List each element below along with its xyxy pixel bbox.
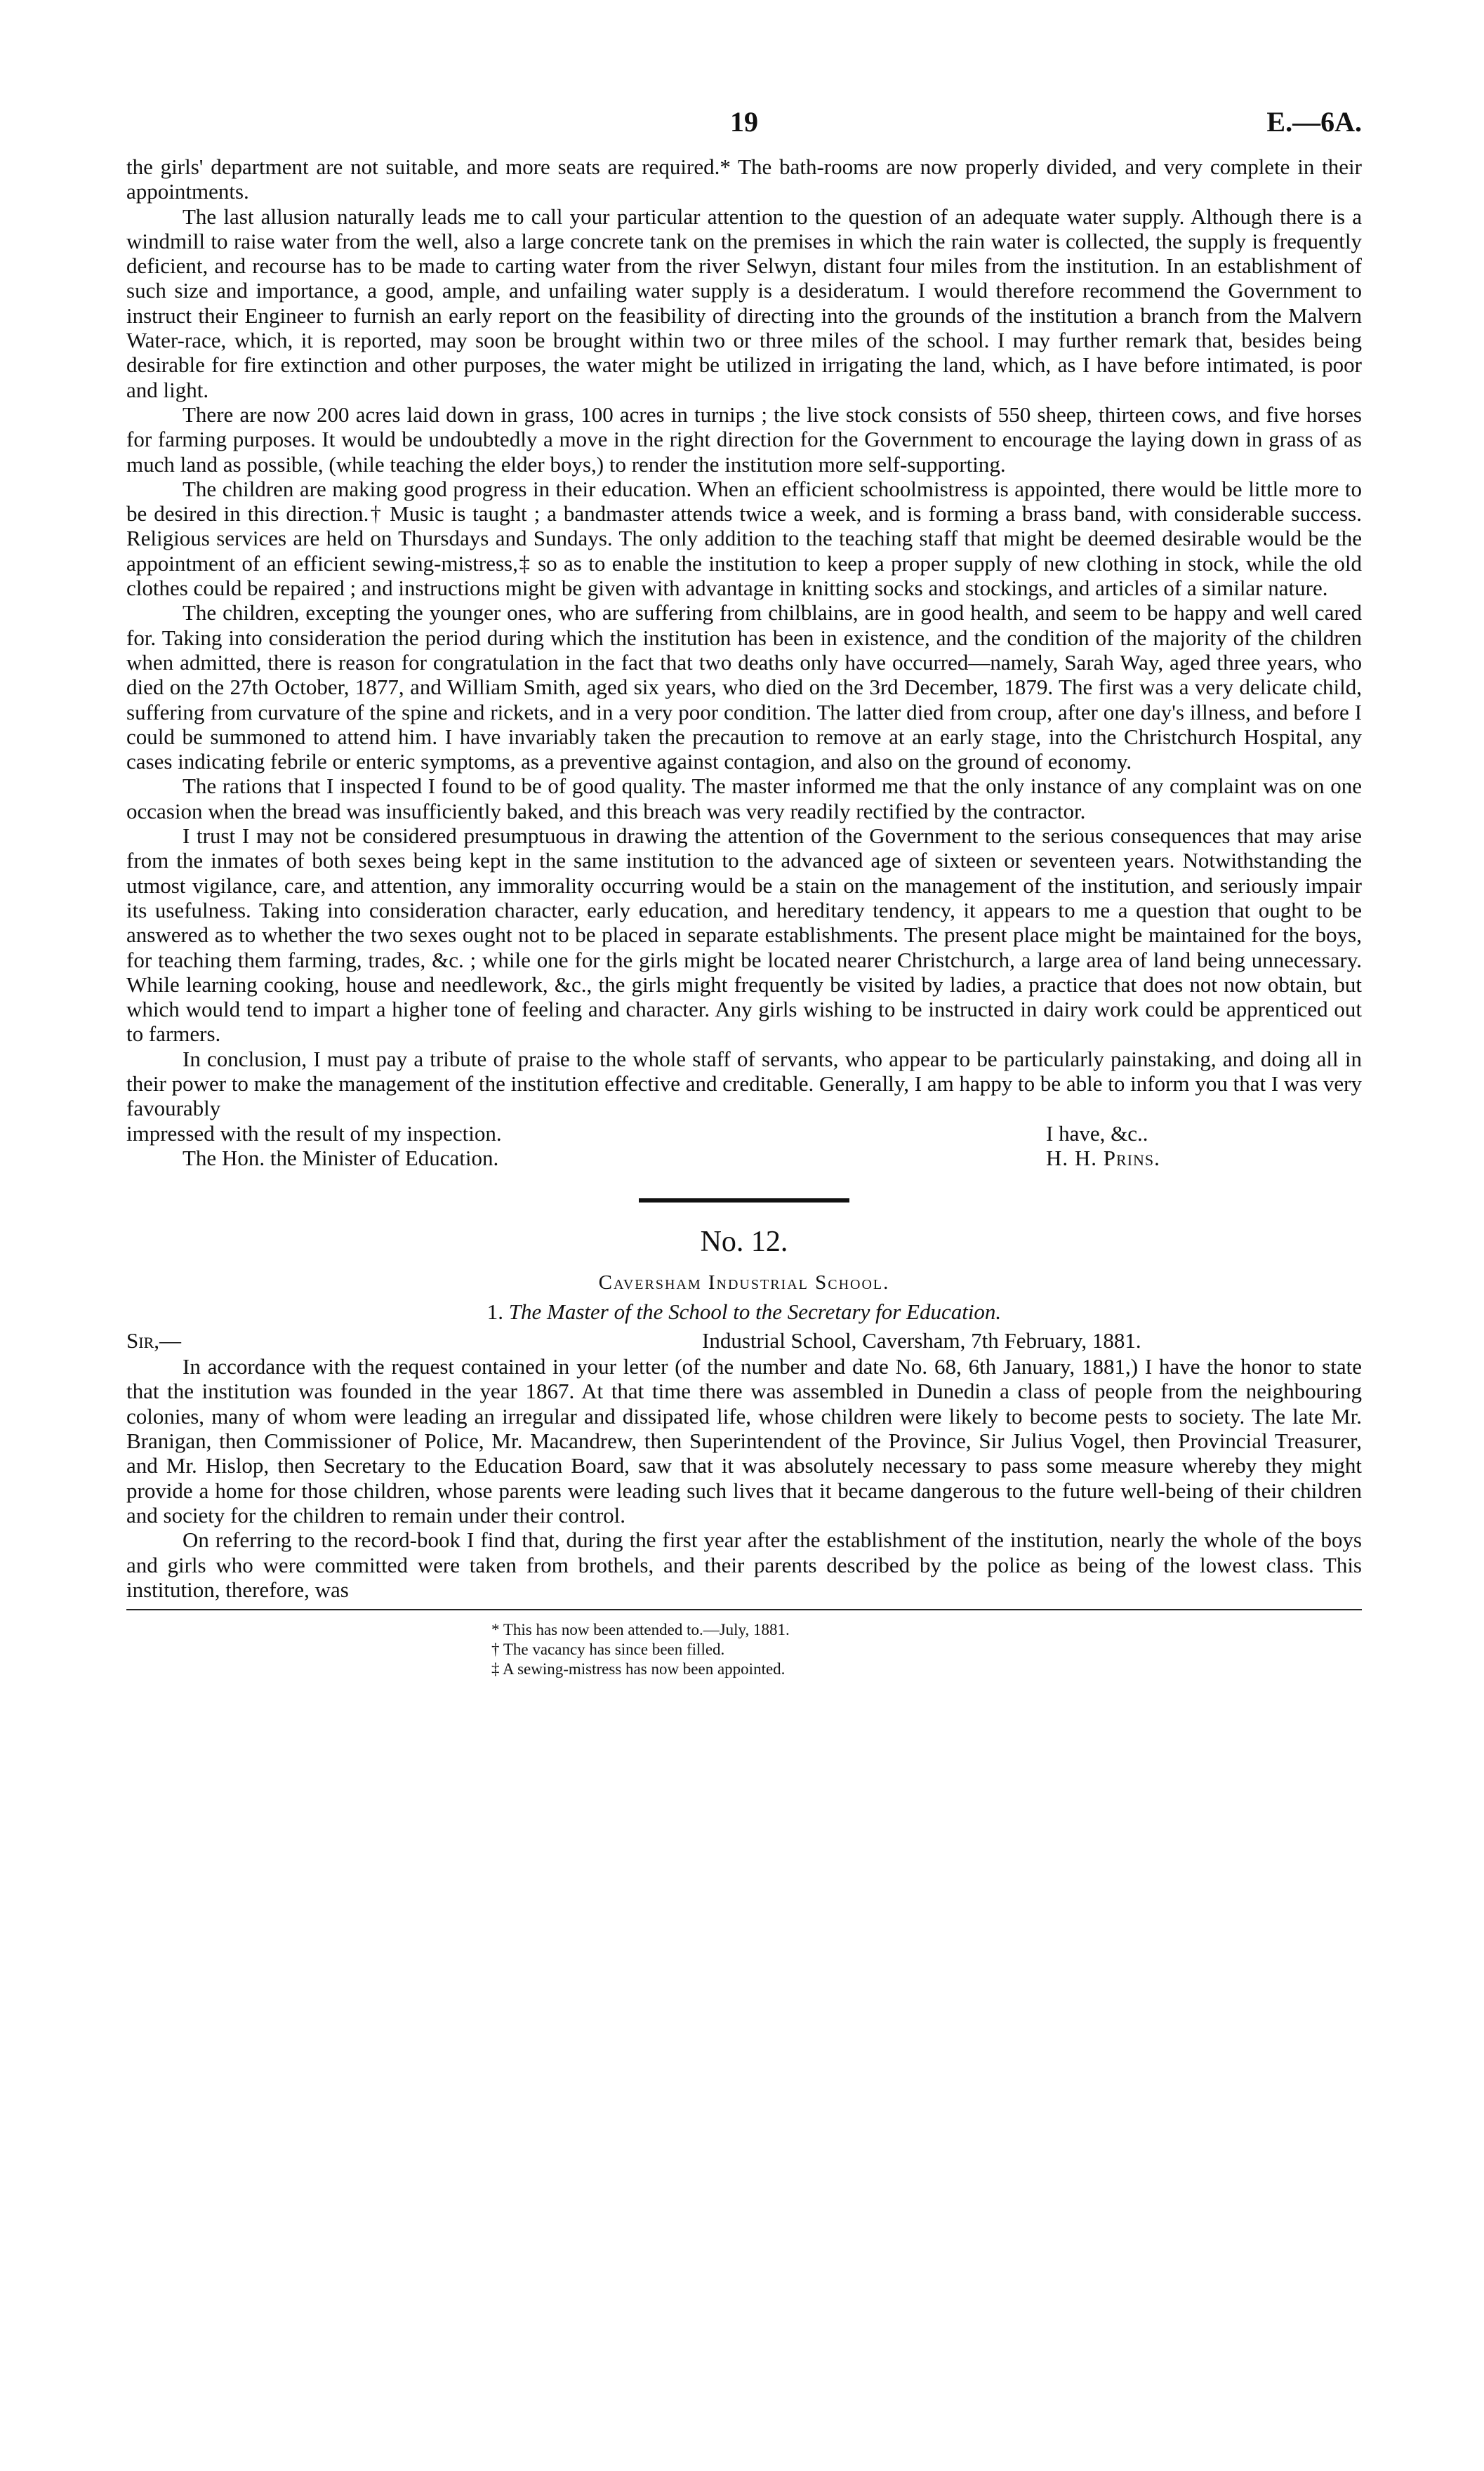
closing-row <box>126 1121 1362 1146</box>
paragraph: The children, excepting the younger ones, who are suffering from chilblains, are in good health, and seem to be happy and well cared for. Taking into consideration the period during which the institution has been in existence, and the condition of the majority of the children when admitted, there is reason for congratulation in the fact that two deaths only have occurred—namely, Sarah Way, aged three years, who died on the 27th October, 1877, and William Smith, aged six years, who died on the 3rd December, 1879. The first was a very delicate child, suffering from curvature of the spine and rickets, and in a very poor condition. The latter died from croup, after one day's illness, and before I could be summoned to attend him. I have invariably taken the precaution to remove at an early stage, into the Christchurch Hospital, any cases indicating febrile or enteric symptoms, as a preventive against contagion, and also on the ground of economy. <box>126 600 1362 774</box>
paragraph: The children are making good progress in their education. When an efficient schoolmistress is appointed, there would be little more to be desired in this direction.† Music is taught ; a bandmaster attends twice a week, and is forming a brass band, with considerable success. Religious services are held on Thursdays and Sundays. The only addition to the teaching staff that might be deemed desirable would be the appointment of an efficient sewing-mistress,‡ so as to enable the institution to keep a proper supply of new clothing in stock, while the old clothes could be repaired ; and instructions might be given with advantage in knitting socks and stockings, and articles of a similar nature. <box>126 476 1362 601</box>
paragraph: The last allusion naturally leads me to call your particular attention to the question of an adequate water supply. Although there is a windmill to raise water from the well, also a large concrete tank on the premises in which the rain water is collected, the supply is frequently deficient, and recourse has to be made to carting water from the river Selwyn, distant four miles from the institution. In an establishment of such size and importance, a good, ample, and unfailing water supply is a desideratum. I would therefore recommend the Government to instruct their Engineer to furnish an early report on the feasibility of directing into the grounds of the institution a branch from the Malvern Water-race, which, it is reported, may soon be brought within two or three miles of the school. I may further remark that, besides being desirable for fire extinction and other purposes, the water might be utilized in irrigating the land, which, as I have before intimated, is poor and light. <box>126 204 1362 402</box>
footnotes <box>491 1620 1362 1679</box>
footnote: ‡ A sewing-mistress has now been appointed. <box>491 1660 786 1678</box>
paragraph: In conclusion, I must pay a tribute of praise to the whole staff of servants, who appear to be particularly painstaking, and doing all in their power to make the management of the institution effective and creditable. Generally, I am happy to be able to inform you that I was very favourably <box>126 1046 1362 1121</box>
paragraph: On referring to the record-book I find that, during the first year after the establishment of the institution, nearly the whole of the boys and girls who were committed were taken from brothels, and their parents described by the police as being of the lowest class. This institution, therefore, was <box>126 1528 1362 1602</box>
closing-line: impressed with the result of my inspection. <box>126 1120 502 1146</box>
signature: H. H. Prins. <box>1046 1145 1160 1170</box>
school-title: Caversham Industrial School. <box>598 1271 890 1294</box>
addressee: The Hon. the Minister of Education. <box>183 1145 499 1170</box>
page-number: 19 <box>730 106 758 138</box>
closing-phrase: I have, &c.. <box>1046 1120 1148 1146</box>
salutation: Sir,— <box>126 1328 181 1353</box>
paragraph: There are now 200 acres laid down in grass, 100 acres in turnips ; the live stock consists of 550 sheep, thirteen cows, and five horses for farming purposes. It would be undoubtedly a move in the right direction for the Government to encourage the laying down in grass of as much land as possible, (while teaching the elder boys,) to render the institution more self-supporting. <box>126 402 1362 477</box>
page-reference: E.—6A. <box>1266 106 1362 138</box>
report-body <box>126 154 1362 1170</box>
section-number: No. 12. <box>700 1226 788 1259</box>
footnote: * This has now been attended to.—July, 1881. <box>491 1621 790 1639</box>
salutation-row <box>126 1327 1362 1354</box>
page-header <box>126 105 1362 154</box>
letter-heading <box>126 1297 1362 1327</box>
document-page <box>126 105 1362 1679</box>
paragraph: In accordance with the request contained in your letter (of the number and date No. 68, 6th January, 1881,) I have the honor to state that the institution was founded in the year 1867. At that time there was assembled in Dunedin a class of people from the neighbouring colonies, many of whom were leading an irregular and dissipated life, whose children were likely to become pests to society. The late Mr. Branigan, then Commissioner of Police, Mr. Macandrew, then Superintendent of the Province, Sir Julius Vogel, then Provincial Treasurer, and Mr. Hislop, then Secretary to the Education Board, saw that it was absolutely necessary to pass some measure whereby they might provide a home for those children, whose parents were leading such lives that it became dangerous to the future well-being of their children and society for the children to remain under their control. <box>126 1354 1362 1528</box>
address-date: Industrial School, Caversham, 7th February, 1881. <box>702 1328 1141 1353</box>
paragraph: I trust I may not be considered presumptuous in drawing the attention of the Government to the serious consequences that may arise from the inmates of both sexes being kept in the same institution to the advanced age of sixteen or seventeen years. Notwithstanding the utmost vigilance, care, and attention, any immorality occurring would be a stain on the management of the institution, and seriously impair its usefulness. Taking into consideration character, early education, and hereditary tendency, it appears to me a question that ought to be answered as to whether the two sexes ought not to be placed in separate establishments. The present place might be maintained for the boys, for teaching them farming, trades, &c. ; while one for the girls might be located nearer Christchurch, a large area of land being unnecessary. While learning cooking, house and needlework, &c., the girls might frequently be visited by ladies, a practice that does not now obtain, but which would tend to impart a higher tone of feeling and character. Any girls wishing to be instructed in dairy work could be apprenticed out to farmers. <box>126 823 1362 1047</box>
section-divider <box>639 1198 849 1203</box>
signature-row <box>126 1146 1362 1170</box>
footnote: † The vacancy has since been filled. <box>491 1641 725 1659</box>
paragraph: The rations that I inspected I found to be of good quality. The master informed me that the only instance of any complaint was on one occasion when the bread was insufficiently baked, and this breach was very readily rectified by the contractor. <box>126 774 1362 823</box>
letter-number: 1. <box>486 1299 504 1325</box>
paragraph: the girls' department are not suitable, and more seats are required.* The bath-rooms are now properly divided, and very complete in their appointments. <box>126 154 1362 204</box>
footnote-rule <box>126 1609 1362 1610</box>
letter-title: The Master of the School to the Secretary for Education. <box>508 1299 1002 1325</box>
